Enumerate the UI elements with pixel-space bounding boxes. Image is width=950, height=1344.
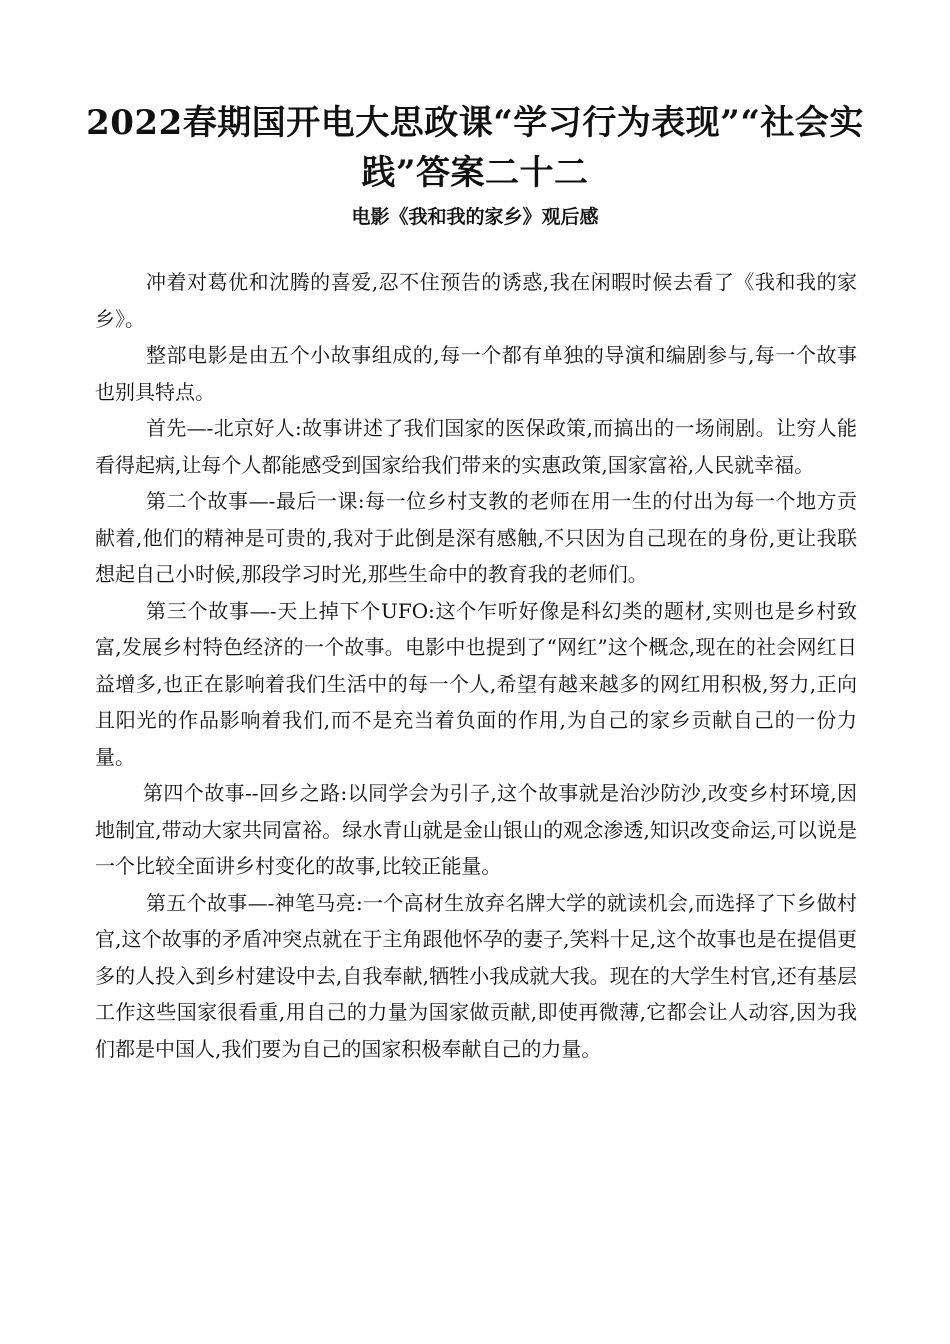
document-body: [95, 264, 857, 1067]
paragraph-story-4: 第四个故事--回乡之路:以同学会为引子,这个故事就是治沙防沙,改变乡村环境,因地制宜,带动大家共同富裕。绿水青山就是金山银山的观念渗透,知识改变命运,可以说是一个比较全面讲乡村变化的故事,比较正能量。: [95, 781, 857, 878]
paragraph-story-5: 第五个故事—-神笔马亮:一个高材生放弃名牌大学的就读机会,而选择了下乡做村官,这个故事的矛盾冲突点就在于主角跟他怀孕的妻子,笑料十足,这个故事也是在提倡更多的人投入到乡村建设中去,自我奉献,牺牲小我成就大我。现在的大学生村官,还有基层工作这些国家很看重,用自己的力量为国家做贡献,即使再微薄,它都会让人动容,因为我们都是中国人,我们要为自己的国家积极奉献自己的力量。: [95, 890, 857, 1061]
document-title: 2022春期国开电大思政课“学习行为表现”“社会实践”答案二十二: [86, 103, 864, 193]
paragraph-story-3: 第三个故事—-天上掉下个UFO:这个乍听好像是科幻类的题材,实则也是乡村致富,发展乡村特色经济的一个故事。电影中也提到了“网红”这个概念,现在的社会网红日益增多,也正在影响着我们生活中的每一个人,希望有越来越多的网红用积极,努力,正向且阳光的作品影响着我们,而不是充当着负面的作用,为自己的家乡贡献自己的一份力量。: [95, 598, 857, 769]
document-subtitle: 电影《我和我的家乡》观后感: [351, 206, 599, 228]
paragraph-intro: 冲着对葛优和沈腾的喜爱,忍不住预告的诱惑,我在闲暇时候去看了《我和我的家乡》。: [95, 270, 857, 331]
paragraph-overview: 整部电影是由五个小故事组成的,每一个都有单独的导演和编剧参与,每一个故事也别具特点。: [95, 343, 857, 404]
paragraph-story-1: 首先—-北京好人:故事讲述了我们国家的医保政策,而搞出的一场闹剧。让穷人能看得起病,让每个人都能感受到国家给我们带来的实惠政策,国家富裕,人民就幸福。: [95, 416, 857, 477]
paragraph-story-2: 第二个故事—-最后一课:每一位乡村支教的老师在用一生的付出为每一个地方贡献着,他们的精神是可贵的,我对于此倒是深有感触,不只因为自己现在的身份,更让我联想起自己小时候,那段学习时光,那些生命中的教育我的老师们。: [95, 489, 857, 586]
